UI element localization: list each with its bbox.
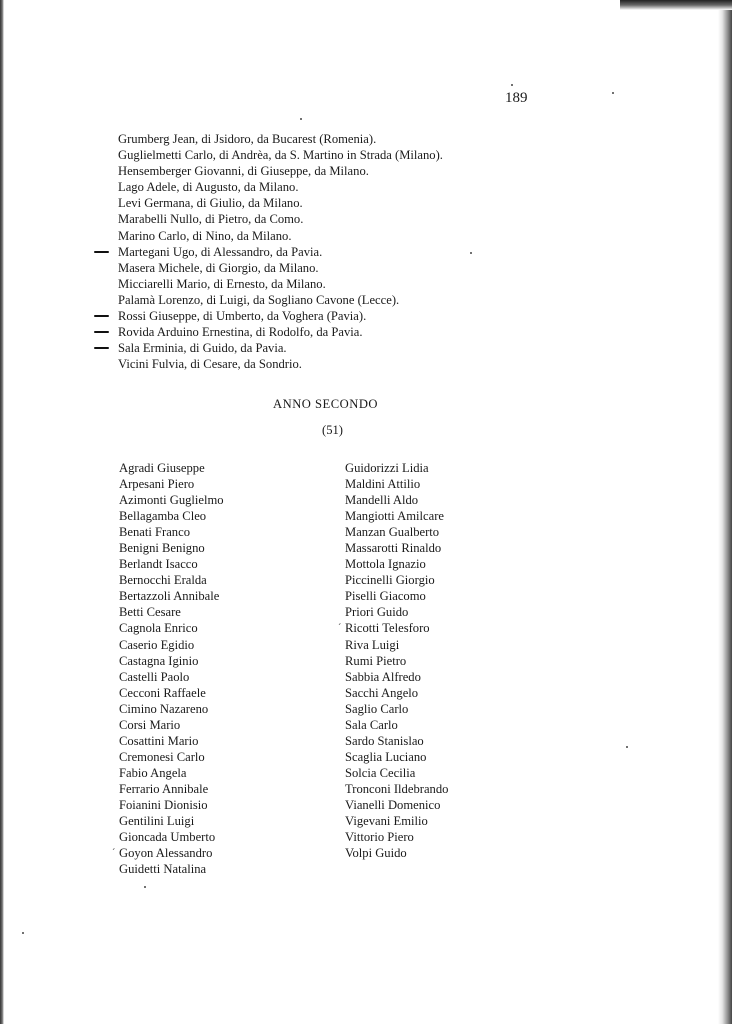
name-text: Corsi Mario	[119, 717, 181, 732]
name-row	[119, 588, 224, 604]
name-row	[345, 508, 448, 524]
name-text: Rumi Pietro	[345, 653, 407, 668]
section-count: (51)	[322, 423, 343, 437]
name-text: Saglio Carlo	[345, 701, 409, 716]
name-text: Solcia Cecilia	[345, 765, 416, 780]
entry-row	[118, 179, 443, 195]
name-text: Ferrario Annibale	[119, 781, 209, 796]
entry-row	[118, 340, 443, 356]
names-column-right	[338, 460, 449, 861]
name-text: Foianini Dionisio	[119, 797, 208, 812]
entry-row	[118, 260, 443, 276]
name-row	[119, 781, 224, 797]
name-text: Mangiotti Amilcare	[345, 509, 444, 524]
name-text: Piccinelli Giorgio	[345, 573, 435, 588]
name-row	[119, 733, 224, 749]
name-row	[345, 492, 448, 508]
entry-row	[118, 195, 443, 211]
scan-edge-left	[0, 0, 4, 1024]
entry-text: Rovida Arduino Ernestina, di Rodolfo, da Pavia.	[118, 325, 363, 340]
tick-mark-icon: ˊ	[338, 623, 342, 635]
student-entries-list	[118, 131, 443, 372]
name-text: Scaglia Luciano	[345, 749, 427, 764]
name-row	[119, 749, 224, 765]
name-row	[345, 701, 448, 717]
name-text: Manzan Gualberto	[345, 525, 440, 540]
name-text: Sala Carlo	[345, 717, 398, 732]
name-text: Riva Luigi	[345, 637, 400, 652]
name-text: Vigevani Emilio	[345, 814, 428, 829]
entry-row	[118, 211, 443, 227]
entry-row	[118, 324, 443, 340]
name-text: Priori Guido	[345, 605, 409, 620]
name-row	[119, 813, 224, 829]
name-row	[119, 653, 224, 669]
entry-text: Vicini Fulvia, di Cesare, da Sondrio.	[118, 357, 302, 372]
entry-text: Martegani Ugo, di Alessandro, da Pavia.	[118, 244, 323, 259]
name-text: Maldini Attilio	[345, 477, 421, 492]
name-row	[119, 604, 224, 620]
entry-text: Sala Erminia, di Guido, da Pavia.	[118, 341, 287, 356]
entry-text: Lago Adele, di Augusto, da Milano.	[118, 180, 299, 195]
name-row	[119, 685, 224, 701]
dash-mark-icon	[94, 347, 109, 349]
name-row	[119, 476, 224, 492]
dash-mark-icon	[94, 315, 109, 317]
name-text: Vittorio Piero	[345, 830, 414, 845]
name-text: Bellagamba Cleo	[119, 509, 207, 524]
entry-text: Hensemberger Giovanni, di Giuseppe, da Milano.	[118, 164, 369, 179]
entry-text: Guglielmetti Carlo, di Andrèa, da S. Martino in Strada (Milano).	[118, 148, 443, 163]
name-text: Caserio Egidio	[119, 637, 195, 652]
name-row	[345, 556, 448, 572]
name-text: Vianelli Domenico	[345, 797, 441, 812]
name-row	[119, 540, 224, 556]
entry-text: Grumberg Jean, di Jsidoro, da Bucarest (Romenia).	[118, 132, 377, 146]
entry-row	[118, 163, 443, 179]
name-row	[119, 701, 224, 717]
entry-row	[118, 308, 443, 324]
entry-row	[118, 356, 443, 372]
name-text: Cimino Nazareno	[119, 701, 209, 716]
name-text: Castelli Paolo	[119, 669, 190, 684]
name-row	[119, 669, 224, 685]
name-row	[345, 572, 448, 588]
name-text: Sacchi Angelo	[345, 685, 419, 700]
name-text: Cecconi Raffaele	[119, 685, 206, 700]
entry-text: Marino Carlo, di Nino, da Milano.	[118, 228, 292, 243]
name-row	[345, 524, 448, 540]
name-text: Agradi Giuseppe	[119, 461, 205, 475]
name-row	[345, 781, 448, 797]
name-row	[345, 460, 448, 476]
name-text: Azimonti Guglielmo	[119, 493, 224, 508]
scan-edge-right	[718, 0, 732, 1024]
name-text: Goyon Alessandro	[119, 846, 213, 861]
name-row	[345, 765, 448, 781]
name-text: Mandelli Aldo	[345, 493, 419, 508]
name-text: Fabio Angela	[119, 765, 187, 780]
name-text: Cagnola Enrico	[119, 621, 198, 636]
name-row	[345, 813, 448, 829]
name-text: Guidorizzi Lidia	[345, 461, 429, 475]
entry-row	[118, 147, 443, 163]
name-text: Massarotti Rinaldo	[345, 541, 442, 556]
name-text: Piselli Giacomo	[345, 589, 426, 604]
entry-text: Palamà Lorenzo, di Luigi, da Sogliano Cavone (Lecce).	[118, 292, 400, 307]
scan-speck	[300, 118, 302, 120]
name-row	[345, 637, 448, 653]
name-row	[119, 829, 224, 845]
name-row	[345, 845, 448, 861]
entry-row	[118, 276, 443, 292]
name-text: Volpi Guido	[345, 846, 407, 861]
scan-speck	[22, 932, 24, 934]
name-row	[338, 620, 448, 636]
name-text: Gioncada Umberto	[119, 830, 216, 845]
entry-row	[118, 228, 443, 244]
name-text: Benigni Benigno	[119, 541, 205, 556]
name-row	[345, 685, 448, 701]
page-number: 189	[505, 90, 528, 106]
dash-mark-icon	[94, 251, 109, 253]
name-row	[119, 460, 224, 476]
name-text: Cremonesi Carlo	[119, 749, 205, 764]
name-row	[345, 653, 448, 669]
name-row	[345, 749, 448, 765]
name-row	[345, 829, 448, 845]
scan-speck	[511, 84, 513, 86]
name-row	[119, 572, 224, 588]
name-text: Castagna Iginio	[119, 653, 199, 668]
entry-row	[118, 244, 443, 260]
name-row	[345, 476, 448, 492]
name-row	[112, 845, 224, 861]
name-text: Arpesani Piero	[119, 477, 195, 492]
name-row	[119, 765, 224, 781]
name-text: Mottola Ignazio	[345, 557, 426, 572]
entry-text: Micciarelli Mario, di Ernesto, da Milano.	[118, 276, 326, 291]
tick-mark-icon: ˊ	[112, 848, 116, 860]
name-text: Gentilini Luigi	[119, 814, 195, 829]
name-row	[119, 556, 224, 572]
name-row	[345, 669, 448, 685]
name-text: Sabbia Alfredo	[345, 669, 421, 684]
scan-speck	[626, 746, 628, 748]
name-text: Tronconi Ildebrando	[345, 781, 449, 796]
name-text: Bertazzoli Annibale	[119, 589, 220, 604]
dash-mark-icon	[94, 331, 109, 333]
name-row	[345, 717, 448, 733]
entry-text: Levi Germana, di Giulio, da Milano.	[118, 196, 303, 211]
name-text: Benati Franco	[119, 525, 190, 540]
name-row	[119, 861, 224, 877]
entry-text: Marabelli Nullo, di Pietro, da Como.	[118, 212, 304, 227]
scan-speck	[144, 886, 146, 888]
name-text: Betti Cesare	[119, 605, 181, 620]
name-text: Guidetti Natalina	[119, 862, 207, 877]
name-row	[119, 508, 224, 524]
scan-speck	[470, 252, 472, 254]
section-heading: ANNO SECONDO	[273, 397, 379, 411]
name-row	[345, 540, 448, 556]
name-text: Berlandt Isacco	[119, 557, 198, 572]
name-row	[119, 524, 224, 540]
entry-row	[118, 131, 443, 147]
name-text: Bernocchi Eralda	[119, 573, 207, 588]
scan-edge-top	[620, 0, 732, 10]
name-row	[119, 492, 224, 508]
name-row	[119, 717, 224, 733]
name-row	[345, 797, 448, 813]
name-row	[345, 604, 448, 620]
name-row	[119, 797, 224, 813]
name-text: Ricotti Telesforo	[345, 621, 430, 636]
name-text: Cosattini Mario	[119, 733, 199, 748]
name-row	[345, 588, 448, 604]
entry-text: Rossi Giuseppe, di Umberto, da Voghera (Pavia).	[118, 309, 367, 324]
scan-speck	[612, 92, 614, 94]
name-row	[119, 637, 224, 653]
name-row	[345, 733, 448, 749]
name-text: Sardo Stanislao	[345, 733, 424, 748]
entry-text: Masera Michele, di Giorgio, da Milano.	[118, 260, 319, 275]
name-row	[119, 620, 224, 636]
entry-row	[118, 292, 443, 308]
names-column-left	[112, 460, 224, 877]
